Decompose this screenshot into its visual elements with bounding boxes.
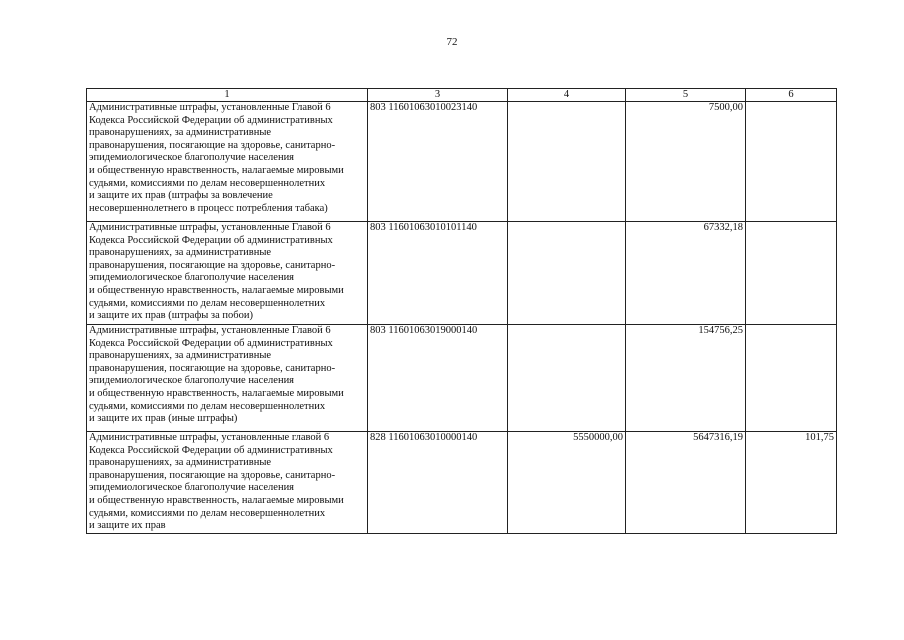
header-col-5: 5 <box>626 89 746 102</box>
header-col-1: 1 <box>87 89 368 102</box>
table-row <box>87 222 837 325</box>
row-col4-value: 5550000,00 <box>508 432 626 534</box>
row-col5-value: 67332,18 <box>626 222 746 325</box>
table-row <box>87 432 837 534</box>
header-col-4: 4 <box>508 89 626 102</box>
revenue-table <box>86 88 837 534</box>
header-col-3: 3 <box>368 89 508 102</box>
row-col6-value <box>746 325 837 432</box>
row-col6-value <box>746 222 837 325</box>
table-header-row <box>87 89 837 102</box>
table-row <box>87 102 837 222</box>
row-code: 803 11601063019000140 <box>368 325 508 432</box>
row-description: Административные штрафы, установленные главой 6 Кодекса Российской Федерации об административных правонарушениях, за административные правонарушения, посягающие на здоровье, санитарно- эпидемиологическое благополучие населения и общественную нравственность, налагаемые мировыми судьями, комиссиями по делам несовершеннолетних и защите их прав <box>87 432 368 534</box>
row-description: Административные штрафы, установленные Главой 6 Кодекса Российской Федерации об административных правонарушениях, за административные правонарушения, посягающие на здоровье, санитарно- эпидемиологическое благополучие населения и общественную нравственность, налагаемые мировыми судьями, комиссиями по делам несовершеннолетних и защите их прав (штрафы за вовлечение несовершеннолетнего в процесс потребления табака) <box>87 102 368 222</box>
row-col6-value: 101,75 <box>746 432 837 534</box>
row-col4-value <box>508 325 626 432</box>
row-code: 828 11601063010000140 <box>368 432 508 534</box>
row-description: Административные штрафы, установленные Главой 6 Кодекса Российской Федерации об административных правонарушениях, за административные правонарушения, посягающие на здоровье, санитарно- эпидемиологическое благополучие населения и общественную нравственность, налагаемые мировыми судьями, комиссиями по делам несовершеннолетних и защите их прав (штрафы за побои) <box>87 222 368 325</box>
row-description: Административные штрафы, установленные Главой 6 Кодекса Российской Федерации об административных правонарушениях, за административные правонарушения, посягающие на здоровье, санитарно- эпидемиологическое благополучие населения и общественную нравственность, налагаемые мировыми судьями, комиссиями по делам несовершеннолетних и защите их прав (иные штрафы) <box>87 325 368 432</box>
page-number: 72 <box>446 36 458 48</box>
row-col5-value: 154756,25 <box>626 325 746 432</box>
table-row <box>87 325 837 432</box>
row-code: 803 11601063010023140 <box>368 102 508 222</box>
header-col-6: 6 <box>746 89 837 102</box>
row-col6-value <box>746 102 837 222</box>
row-col5-value: 7500,00 <box>626 102 746 222</box>
row-col4-value <box>508 222 626 325</box>
row-code: 803 11601063010101140 <box>368 222 508 325</box>
row-col5-value: 5647316,19 <box>626 432 746 534</box>
row-col4-value <box>508 102 626 222</box>
